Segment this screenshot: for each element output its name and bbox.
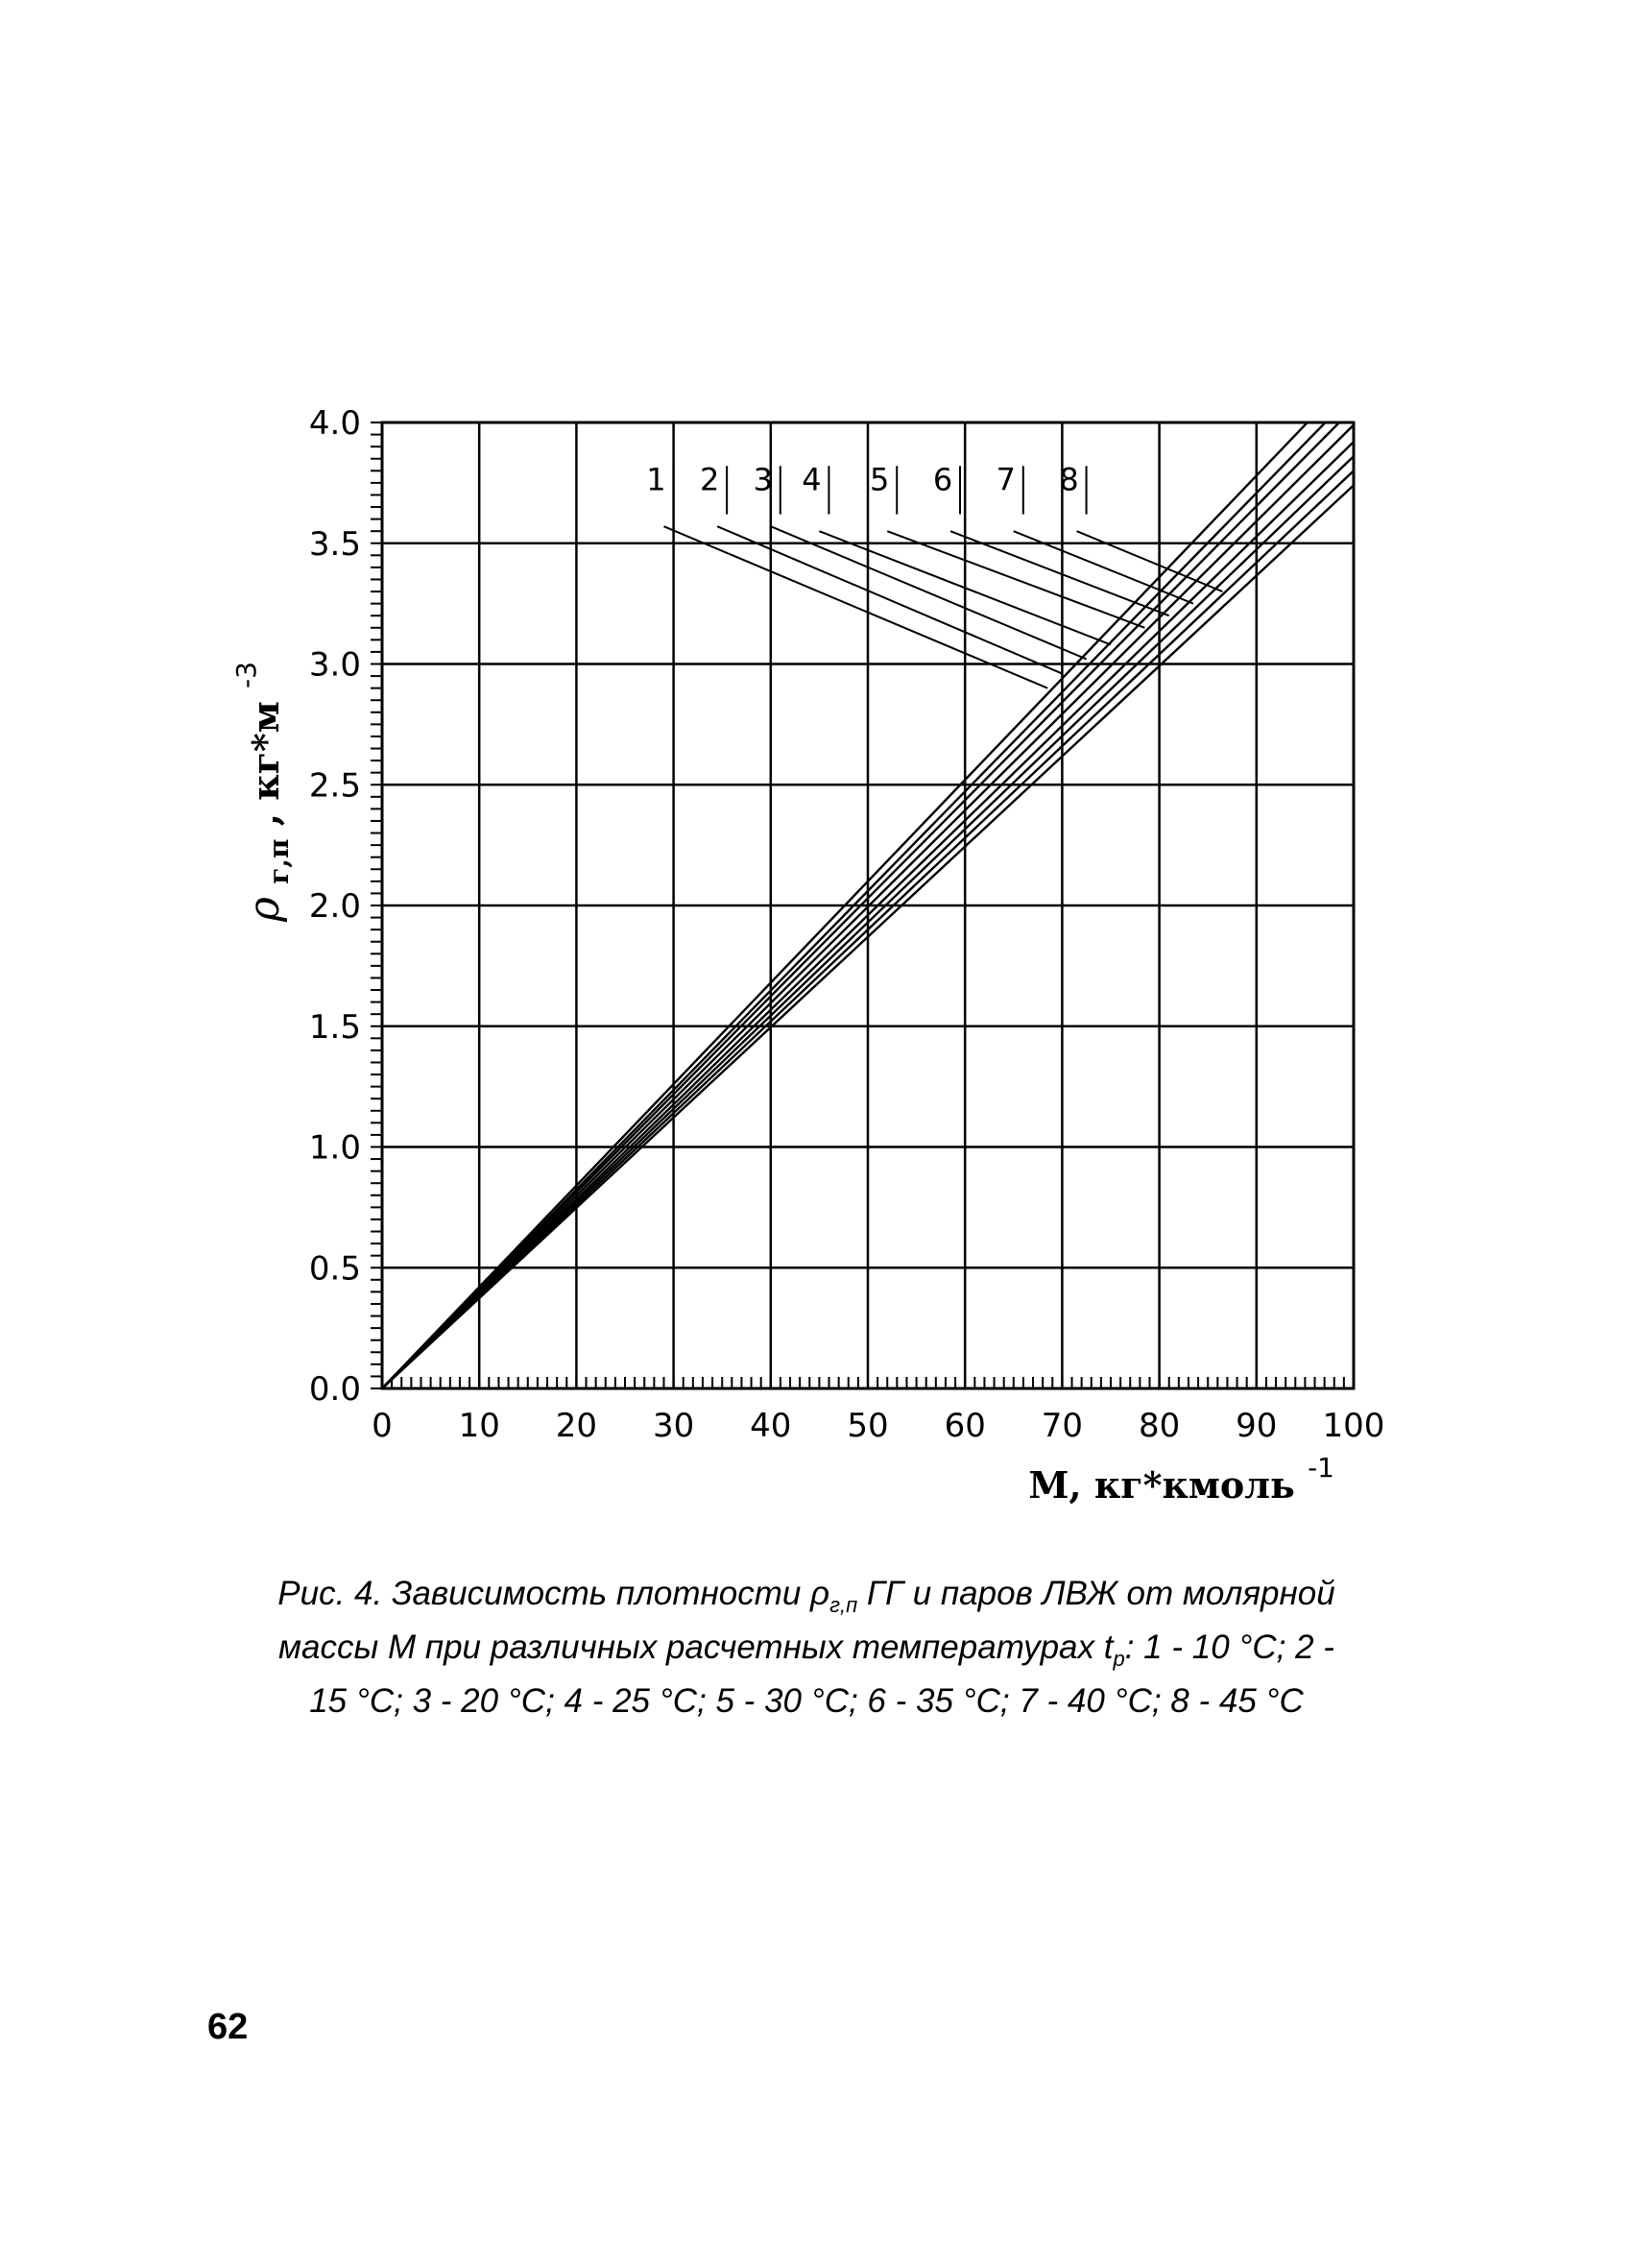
- curve-label-1: 1: [646, 461, 666, 498]
- curve-label-4: 4: [802, 461, 822, 498]
- y-axis-title-unit: , кг*м: [244, 701, 287, 827]
- x-tick-label: 90: [1236, 1407, 1278, 1445]
- y-tick-label: 3.0: [308, 645, 361, 685]
- x-tick-label: 0: [372, 1407, 393, 1445]
- y-tick-label: 0.5: [308, 1249, 361, 1289]
- caption-line-1: Рис. 4. Зависимость плотности $\rho_{г,п}$ ГГ и паров ЛВЖ от молярной: [277, 1575, 1335, 1617]
- x-tick-label: 10: [458, 1407, 500, 1445]
- x-tick-label: 40: [750, 1407, 792, 1445]
- x-tick-label: 80: [1138, 1407, 1181, 1445]
- curve-label-6: 6: [932, 461, 953, 498]
- x-axis-title-main: M, кг*кмоль: [1028, 1463, 1295, 1507]
- curve-label-7: 7: [996, 461, 1016, 498]
- leader-line-5: [887, 531, 1144, 628]
- leader-line-2: [717, 526, 1062, 673]
- curve-label-8: 8: [1059, 461, 1079, 498]
- y-tick-label: 4.0: [308, 404, 361, 443]
- x-tick-labels: [372, 1407, 1384, 1445]
- y-tick-label: 1.0: [308, 1128, 361, 1168]
- y-tick-label: 2.5: [308, 766, 361, 806]
- caption-line-3: 15 °С; 3 - 20 °С; 4 - 25 °С; 5 - 30 °С; 6 - 35 °С; 7 - 40 °С; 8 - 45 °С: [309, 1682, 1304, 1720]
- x-tick-label: 70: [1041, 1407, 1084, 1445]
- x-tick-label: 100: [1322, 1407, 1385, 1445]
- x-tick-label: 30: [652, 1407, 695, 1445]
- x-axis-title: [1028, 1452, 1334, 1507]
- y-tick-label: 3.5: [308, 524, 361, 564]
- figure-caption: [211, 1573, 1402, 1723]
- y-tick-label: 1.5: [308, 1007, 361, 1047]
- y-axis-title-sub: г,п: [263, 838, 295, 884]
- y-tick-label: 0.0: [308, 1370, 361, 1409]
- y-tick-labels: [309, 404, 361, 1409]
- y-axis-title-exp: -3: [230, 662, 262, 688]
- curve-label-5: 5: [870, 461, 890, 498]
- y-axis-title: [230, 662, 297, 923]
- x-tick-label: 50: [847, 1407, 889, 1445]
- curve-label-2: 2: [699, 461, 720, 498]
- y-tick-label: 2.0: [308, 887, 361, 926]
- curve-label-3: 3: [753, 461, 773, 498]
- y-axis-title-rho: ρ: [240, 897, 289, 922]
- page-number: 62: [207, 2007, 249, 2047]
- x-axis-title-exp: -1: [1308, 1452, 1334, 1484]
- x-tick-label: 20: [555, 1407, 598, 1445]
- caption-line-2: массы М при различных расчетных температурах $t_р$: 1 - 10 °С; 2 -: [278, 1629, 1334, 1671]
- x-tick-label: 60: [944, 1407, 986, 1445]
